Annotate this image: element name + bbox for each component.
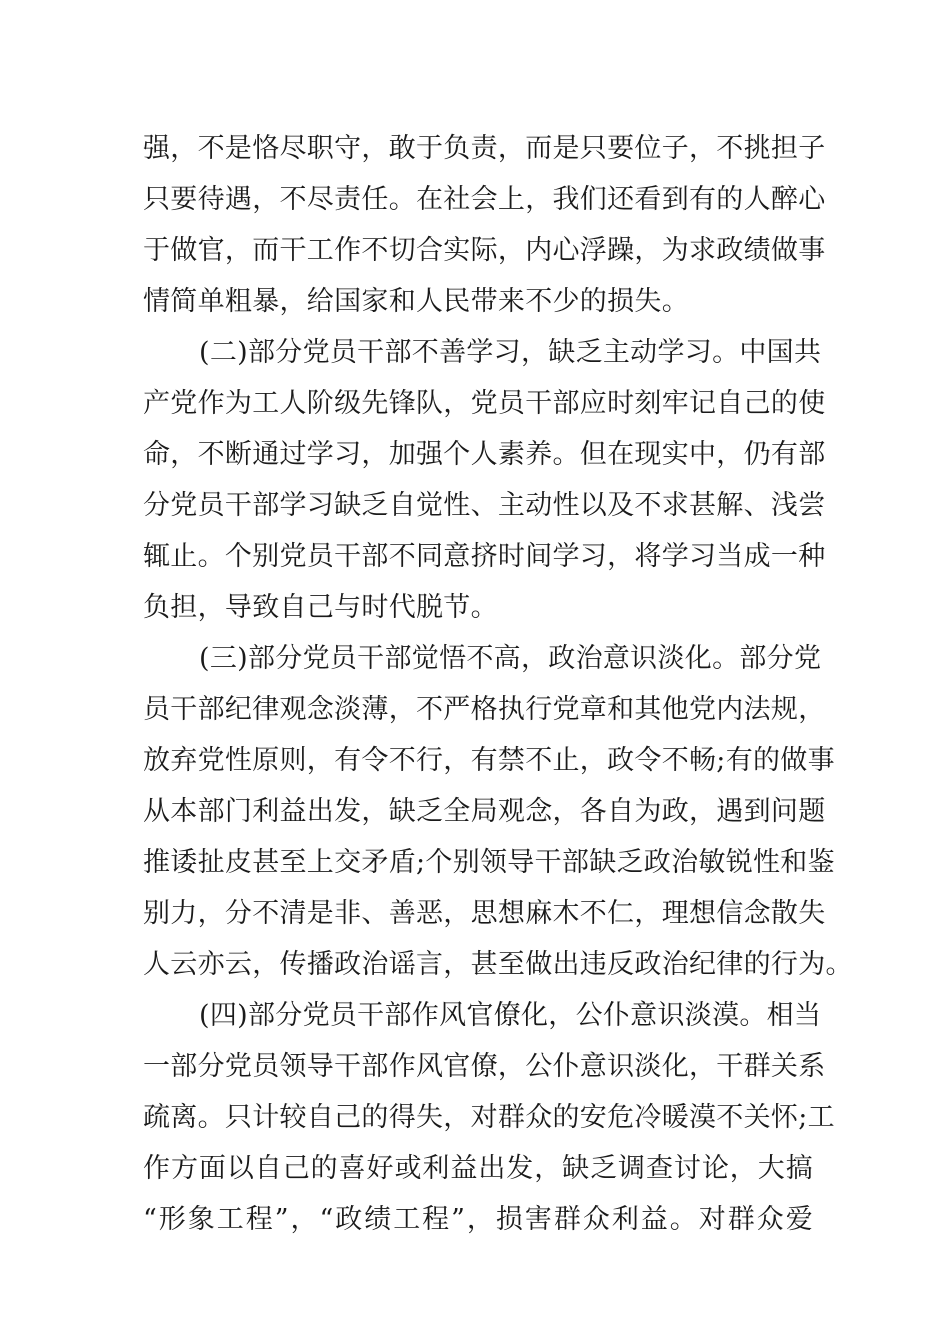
text-line: 只要待遇，不尽责任。在社会上，我们还看到有的人醉心 [143, 184, 826, 215]
text-line: 员干部纪律观念淡薄，不严格执行党章和其他党内法规， [143, 694, 826, 725]
paragraph [143, 123, 826, 327]
text-line: 放弃党性原则，有令不行，有禁不止，政令不畅;有的做事 [143, 745, 835, 776]
text-line: 别力，分不清是非、善恶，思想麻木不仁，理想信念散失 [143, 898, 826, 929]
text-line: 分党员干部学习缺乏自觉性、主动性以及不求甚解、浅尝 [143, 490, 826, 521]
text-line: 一部分党员领导干部作风官僚，公仆意识淡化，干群关系 [143, 1051, 826, 1082]
text-line: 强，不是恪尽职守，敢于负责，而是只要位子，不挑担子 [143, 133, 826, 164]
text-line: 作方面以自己的喜好或利益出发，缺乏调查讨论，大搞 [143, 1153, 813, 1184]
text-line: (三)部分党员干部觉悟不高，政治意识淡化。部分党 [199, 643, 822, 674]
text-line: 人云亦云，传播政治谣言，甚至做出违反政治纪律的行为。 [143, 949, 853, 980]
text-line: 命，不断通过学习，加强个人素养。但在现实中，仍有部 [143, 439, 826, 470]
paragraph [143, 633, 853, 990]
paragraph [143, 990, 835, 1245]
text-line: 情简单粗暴，给国家和人民带来不少的损失。 [143, 286, 689, 317]
text-line: 辄止。个别党员干部不同意挤时间学习，将学习当成一种 [143, 541, 826, 572]
paragraph [143, 327, 826, 633]
text-line: 产党作为工人阶级先锋队，党员干部应时刻牢记自己的使 [143, 388, 826, 419]
text-line: 负担，导致自己与时代脱节。 [143, 592, 498, 623]
text-line: 从本部门利益出发，缺乏全局观念，各自为政，遇到问题 [143, 796, 826, 827]
text-line: 于做官，而干工作不切合实际，内心浮躁，为求政绩做事 [143, 235, 826, 266]
text-line: (四)部分党员干部作风官僚化，公仆意识淡漠。相当 [199, 1000, 822, 1031]
text-line: 疏离。只计较自己的得失，对群众的安危冷暖漠不关怀;工 [143, 1102, 835, 1133]
text-line: 推诿扯皮甚至上交矛盾;个别领导干部缺乏政治敏锐性和鉴 [143, 847, 835, 878]
document-page [143, 123, 853, 1245]
text-line: (二)部分党员干部不善学习，缺乏主动学习。中国共 [199, 337, 822, 368]
text-line: “形象工程”，“政绩工程”，损害群众利益。对群众爱 [143, 1204, 813, 1235]
